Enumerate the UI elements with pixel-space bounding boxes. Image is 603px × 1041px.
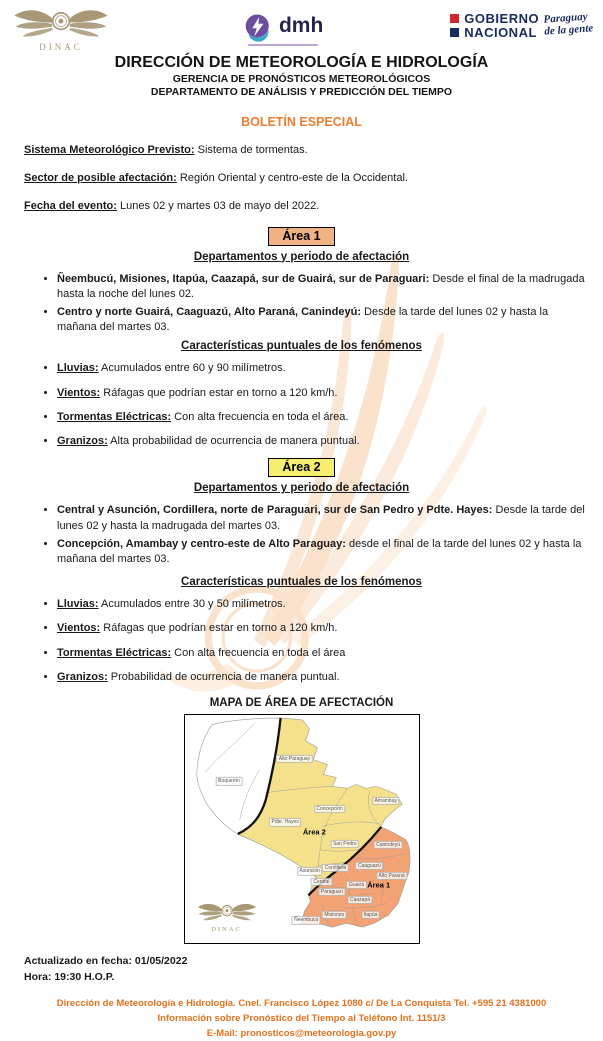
intro-field <box>24 143 577 158</box>
map-label: Caaguazú <box>355 862 383 870</box>
map-label: Paraguarí <box>318 888 345 896</box>
dinac-wings-icon <box>197 901 257 922</box>
map-label: Cordillera <box>322 864 348 872</box>
area2-departamentos-list <box>0 503 603 567</box>
map-label: Alto Paraguay <box>276 754 312 762</box>
intro-field-label: Sector de posible afectación: <box>24 171 177 184</box>
intro-field-value: Sistema de tormentas. <box>194 144 308 156</box>
dmh-logo-tagline-bar <box>248 44 318 46</box>
map-dinac-logo <box>195 901 259 933</box>
departments-label: Centro y norte Guairá, Caaguazú, Alto Paraná, Canindeyú: <box>57 305 361 318</box>
affected-departments-item <box>57 537 585 567</box>
departments-label: Concepción, Amambay y centro-este de Alto Paraguay: <box>57 537 346 550</box>
footer-contact-block <box>0 996 603 1041</box>
phenomenon-detail: Alta probabilidad de ocurrencia de manera puntual. <box>107 435 360 448</box>
paraguay-script: Paraguay de la gente <box>543 10 594 38</box>
gobierno-word: GOBIERNO <box>464 11 540 26</box>
area2-caracteristicas-heading: Características puntuales de los fenómenos <box>181 576 422 589</box>
phenomenon-item <box>57 410 585 424</box>
intro-field <box>24 199 577 214</box>
updated-date: Actualizado en fecha: 01/05/2022 <box>24 955 188 968</box>
map-label: Itapúa <box>361 911 380 919</box>
phenomenon-label: Vientos: <box>57 386 101 399</box>
phenomenon-item <box>57 670 585 684</box>
phenomenon-label: Granizos: <box>57 435 108 448</box>
phenomenon-item <box>57 386 585 400</box>
intro-field-value: Lunes 02 y martes 03 de mayo del 2022. <box>116 199 320 212</box>
intro-field-label: Sistema Meteorológico Previsto: <box>24 144 195 156</box>
map-label: Pdte. Hayes <box>269 818 301 826</box>
area1-departamentos-list <box>0 272 603 336</box>
map-label: Canindeyú <box>374 841 403 849</box>
map-label: Central <box>311 878 332 886</box>
phenomenon-label: Tormentas Eléctricas: <box>57 646 172 659</box>
area2-departamentos-heading: Departamentos y periodo de afectación <box>193 482 410 495</box>
map-title: MAPA DE ÁREA DE AFECTACIÓN <box>209 697 394 710</box>
footer-updated-block <box>0 944 603 984</box>
map-label: Asunción <box>297 867 323 875</box>
phenomenon-item <box>57 361 585 375</box>
contact-phone: Información sobre Pronóstico del Tiempo al Teléfono Int. 1151/3 <box>157 1012 446 1024</box>
page-title: DIRECCIÓN DE METEOROLOGÍA E HIDROLOGÍA <box>114 54 489 71</box>
dinac-logo <box>6 6 116 52</box>
area2-caracteristicas-list <box>0 597 603 684</box>
gobierno-red-square-icon <box>450 14 459 23</box>
phenomenon-item <box>57 646 585 660</box>
contact-email: E-Mail: pronosticos@meteorologia.gov.py <box>206 1028 397 1040</box>
gobierno-nacional-logo <box>450 12 593 39</box>
dinac-wings-icon <box>13 6 109 39</box>
subtitle-gerencia: GERENCIA DE PRONÓSTICOS METEOROLÓGICOS <box>172 73 431 85</box>
dinac-logo-caption: DINAC <box>39 42 83 52</box>
phenomenon-item <box>57 597 585 611</box>
map-label: San Pedro <box>330 840 359 848</box>
phenomenon-detail: Ráfagas que podrían estar en torno a 120 km/h. <box>100 622 338 635</box>
departments-period: Desde la tarde del lunes 02 y hasta la madrugada del martes 03. <box>57 504 585 532</box>
affected-departments-item <box>57 305 585 335</box>
bulletin-title: BOLETÍN ESPECIAL <box>241 115 362 129</box>
dmh-logo-word: dmh <box>278 14 324 37</box>
departments-label: Ñeembucú, Misiones, Itapúa, Caazapá, sur de Guairá, sur de Paraguari: <box>57 272 430 285</box>
phenomenon-label: Tormentas Eléctricas: <box>57 410 172 423</box>
dmh-logo <box>243 9 323 46</box>
affected-departments-item <box>57 503 585 533</box>
map-label: Caazapá <box>347 896 372 904</box>
updated-time: Hora: 19:30 H.O.P. <box>24 970 115 983</box>
departments-period: desde el final de la tarde del lunes 02 y hasta la mañana del martes 03. <box>57 537 582 565</box>
phenomenon-detail: Acumulados entre 60 y 90 milímetros. <box>98 362 286 375</box>
map-label: Área 2 <box>302 826 326 836</box>
map-label: Boquerón <box>216 777 243 785</box>
subtitle-departamento: DEPARTAMENTO DE ANÁLISIS Y PREDICCIÓN DEL TIEMPO <box>150 86 453 98</box>
affectation-map <box>184 714 420 944</box>
phenomenon-detail: Probabilidad de ocurrencia de manera puntual. <box>107 670 340 683</box>
phenomenon-label: Granizos: <box>57 670 108 683</box>
phenomenon-detail: Ráfagas que podrían estar en torno a 120 km/h. <box>100 386 338 399</box>
map-dinac-caption: DINAC <box>211 926 242 934</box>
affected-departments-item <box>57 272 585 302</box>
dmh-cloud-lightning-icon <box>243 9 275 43</box>
map-label: Ñeembucú <box>292 916 321 924</box>
phenomenon-item <box>57 621 585 635</box>
nacional-word: NACIONAL <box>464 25 537 40</box>
phenomenon-detail: Con alta frecuencia en toda el área. <box>171 410 349 423</box>
departments-period: Desde la tarde del lunes 02 y hasta la mañana del martes 03. <box>57 305 549 334</box>
area1-caracteristicas-heading: Características puntuales de los fenómenos <box>181 340 422 353</box>
area1-caracteristicas-list <box>0 361 603 448</box>
area1-departamentos-heading: Departamentos y periodo de afectación <box>193 250 410 263</box>
area2-tag: Área 2 <box>268 458 334 477</box>
phenomenon-detail: Acumulados entre 30 y 50 milímetros. <box>98 598 286 611</box>
departments-label: Central y Asunción, Cordillera, norte de Paraguari, sur de San Pedro y Pdte. Hayes: <box>57 504 493 517</box>
map-label: Guairá <box>346 881 366 889</box>
map-label: Amambay <box>372 797 400 805</box>
contact-address: Dirección de Meteorología e Hidrología. Cnel. Francisco López 1080 c/ De La Conquista Tel. +595 21 4381000 <box>56 997 547 1009</box>
map-label: Misiones <box>322 911 347 919</box>
phenomenon-label: Vientos: <box>57 622 101 635</box>
map-label: Concepción <box>314 805 345 813</box>
map-label: Área 1 <box>367 880 391 890</box>
intro-field <box>24 171 577 186</box>
area1-tag: Área 1 <box>268 227 334 246</box>
phenomenon-label: Lluvias: <box>57 598 99 611</box>
phenomenon-label: Lluvias: <box>57 362 99 375</box>
map-label: Alto Paraná <box>376 872 407 880</box>
intro-field-value: Región Oriental y centro-este de la Occidental. <box>176 171 408 184</box>
phenomenon-item <box>57 434 585 448</box>
intro-fields <box>0 139 603 214</box>
intro-field-label: Fecha del evento: <box>24 199 117 212</box>
header-logos <box>0 0 603 52</box>
phenomenon-detail: Con alta frecuencia en toda el área <box>171 646 346 659</box>
nacional-blue-square-icon <box>450 28 459 37</box>
departments-period: Desde el final de la madrugada hasta la noche del lunes 02. <box>57 272 585 300</box>
